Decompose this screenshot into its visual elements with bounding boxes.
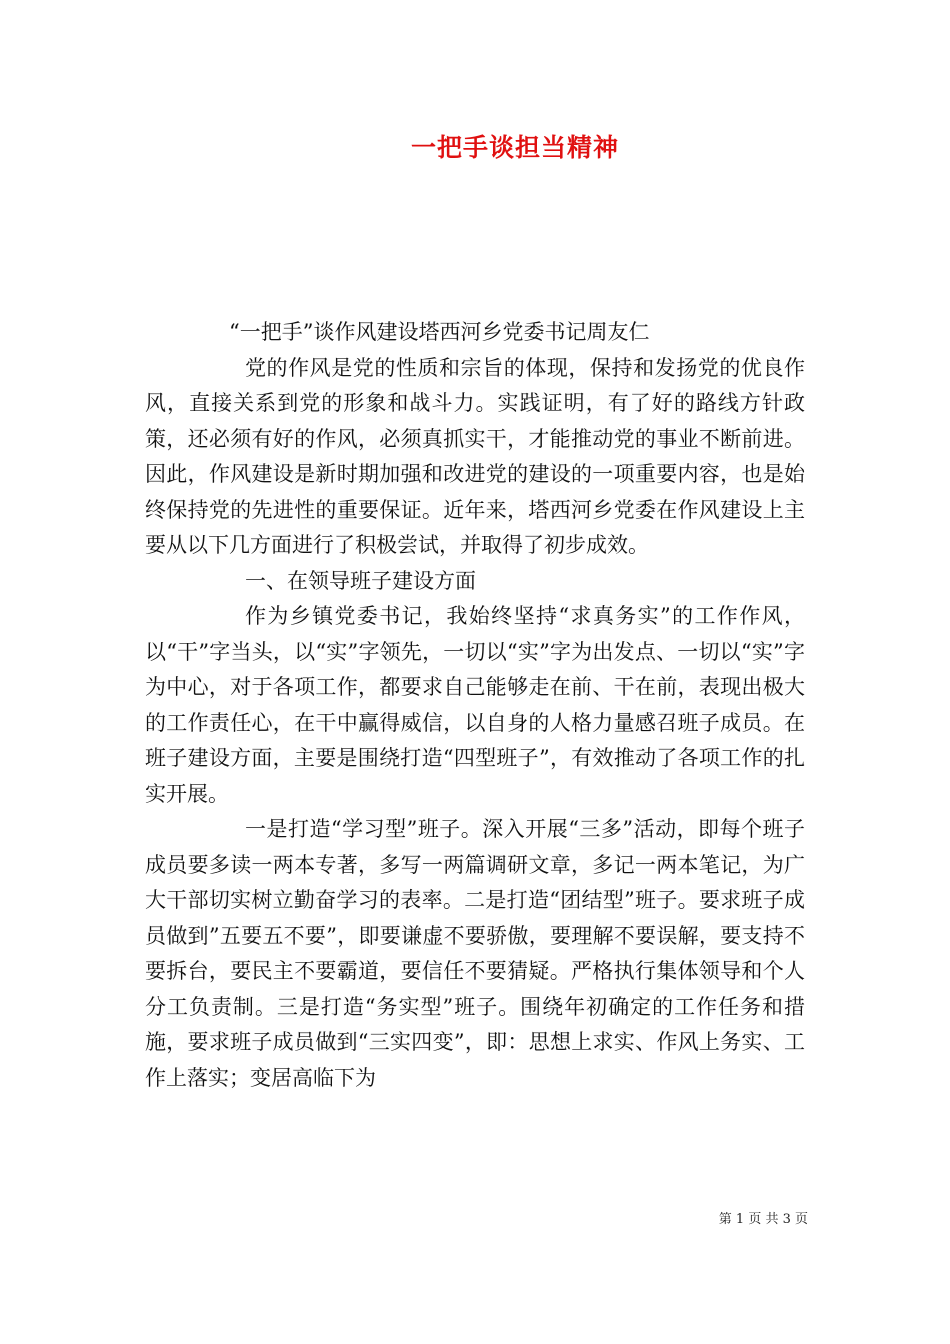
paragraph-leadership: 作为乡镇党委书记，我始终坚持“求真务实”的工作作风，以“干”字当头，以“实”字领先，一切以“实”字为出发点、一切以“实”字为中心，对于各项工作，都要求自己能够走在前、干在前，表现出极大的工作责任心，在干中赢得威信，以自身的人格力量感召班子成员。在班子建设方面，主要是围绕打造“四型班子”，有效推动了各项工作的扎实开展。 [145,604,805,806]
document-body [145,315,805,1096]
document-title: 一把手谈担当精神 [410,133,619,162]
paragraph-intro: 党的作风是党的性质和宗旨的体现，保持和发扬党的优良作风，直接关系到党的形象和战斗力。实践证明，有了好的路线方针政策，还必须有好的作风，必须真抓实干，才能推动党的事业不断前进。因此，作风建设是新时期加强和改进党的建设的一项重要内容，也是始终保持党的先进性的重要保证。近年来，塔西河乡党委在作风建设上主要从以下几方面进行了积极尝试，并取得了初步成效。 [145,355,805,557]
section-heading: 一、在领导班子建设方面 [245,568,476,593]
document-subtitle: “一把手”谈作风建设塔西河乡党委书记周友仁 [229,320,650,344]
page-number: 第 1 页 共 3 页 [718,1212,808,1227]
paragraph-four-types: 一是打造“学习型”班子。深入开展“三多”活动，即每个班子成员要多读一两本专著，多写一两篇调研文章，多记一两本笔记，为广大干部切实树立勤奋学习的表率。二是打造“团结型”班子。要求班子成员做到”五要五不要”，即要谦虚不要骄傲，要理解不要误解，要支持不要拆台，要民主不要霸道，要信任不要猜疑。严格执行集体领导和个人分工负责制。三是打造“务实型”班子。围绕年初确定的工作任务和措施，要求班子成员做到“三实四变”，即：思想上求实、作风上务实、工作上落实；变居高临下为 [145,817,805,1090]
